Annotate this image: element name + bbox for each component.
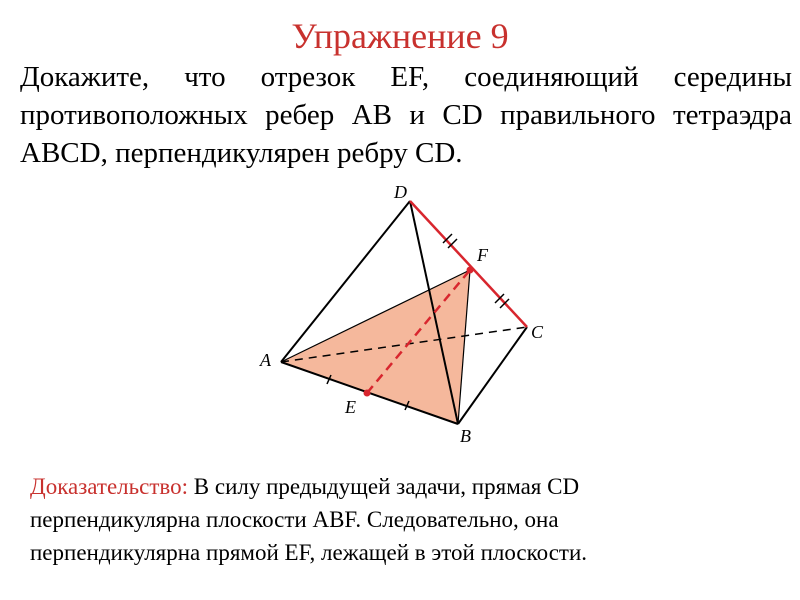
label-a: A [260,350,271,370]
statement-line-1: Докажите, что отрезок EF, соединяющий середины [20,61,792,93]
statement-line-3: ABCD, перпендикулярен ребру CD. [20,137,463,169]
page-title: Упражнение 9 [291,16,509,56]
label-d: D [394,182,407,202]
label-c: C [531,322,544,342]
proof-line-3: перпендикулярна прямой EF, лежащей в этой плоскости. [30,540,588,565]
proof-line-2: перпендикулярна плоскости ABF. Следовательно, она [30,507,559,532]
edge-bc [458,327,527,424]
point-f [467,267,474,274]
proof-line-1 [30,470,790,503]
statement-line-2: противоположных ребер AB и CD правильного тетраэдра [20,99,792,131]
label-e: E [345,397,356,417]
proof-line-1-text: В силу предыдущей задачи, прямая CD [188,474,580,499]
proof-label: Доказательство: [30,474,189,499]
proof-text [30,470,790,569]
label-b: B [460,426,471,446]
point-e [364,390,371,397]
label-f: F [477,245,488,265]
